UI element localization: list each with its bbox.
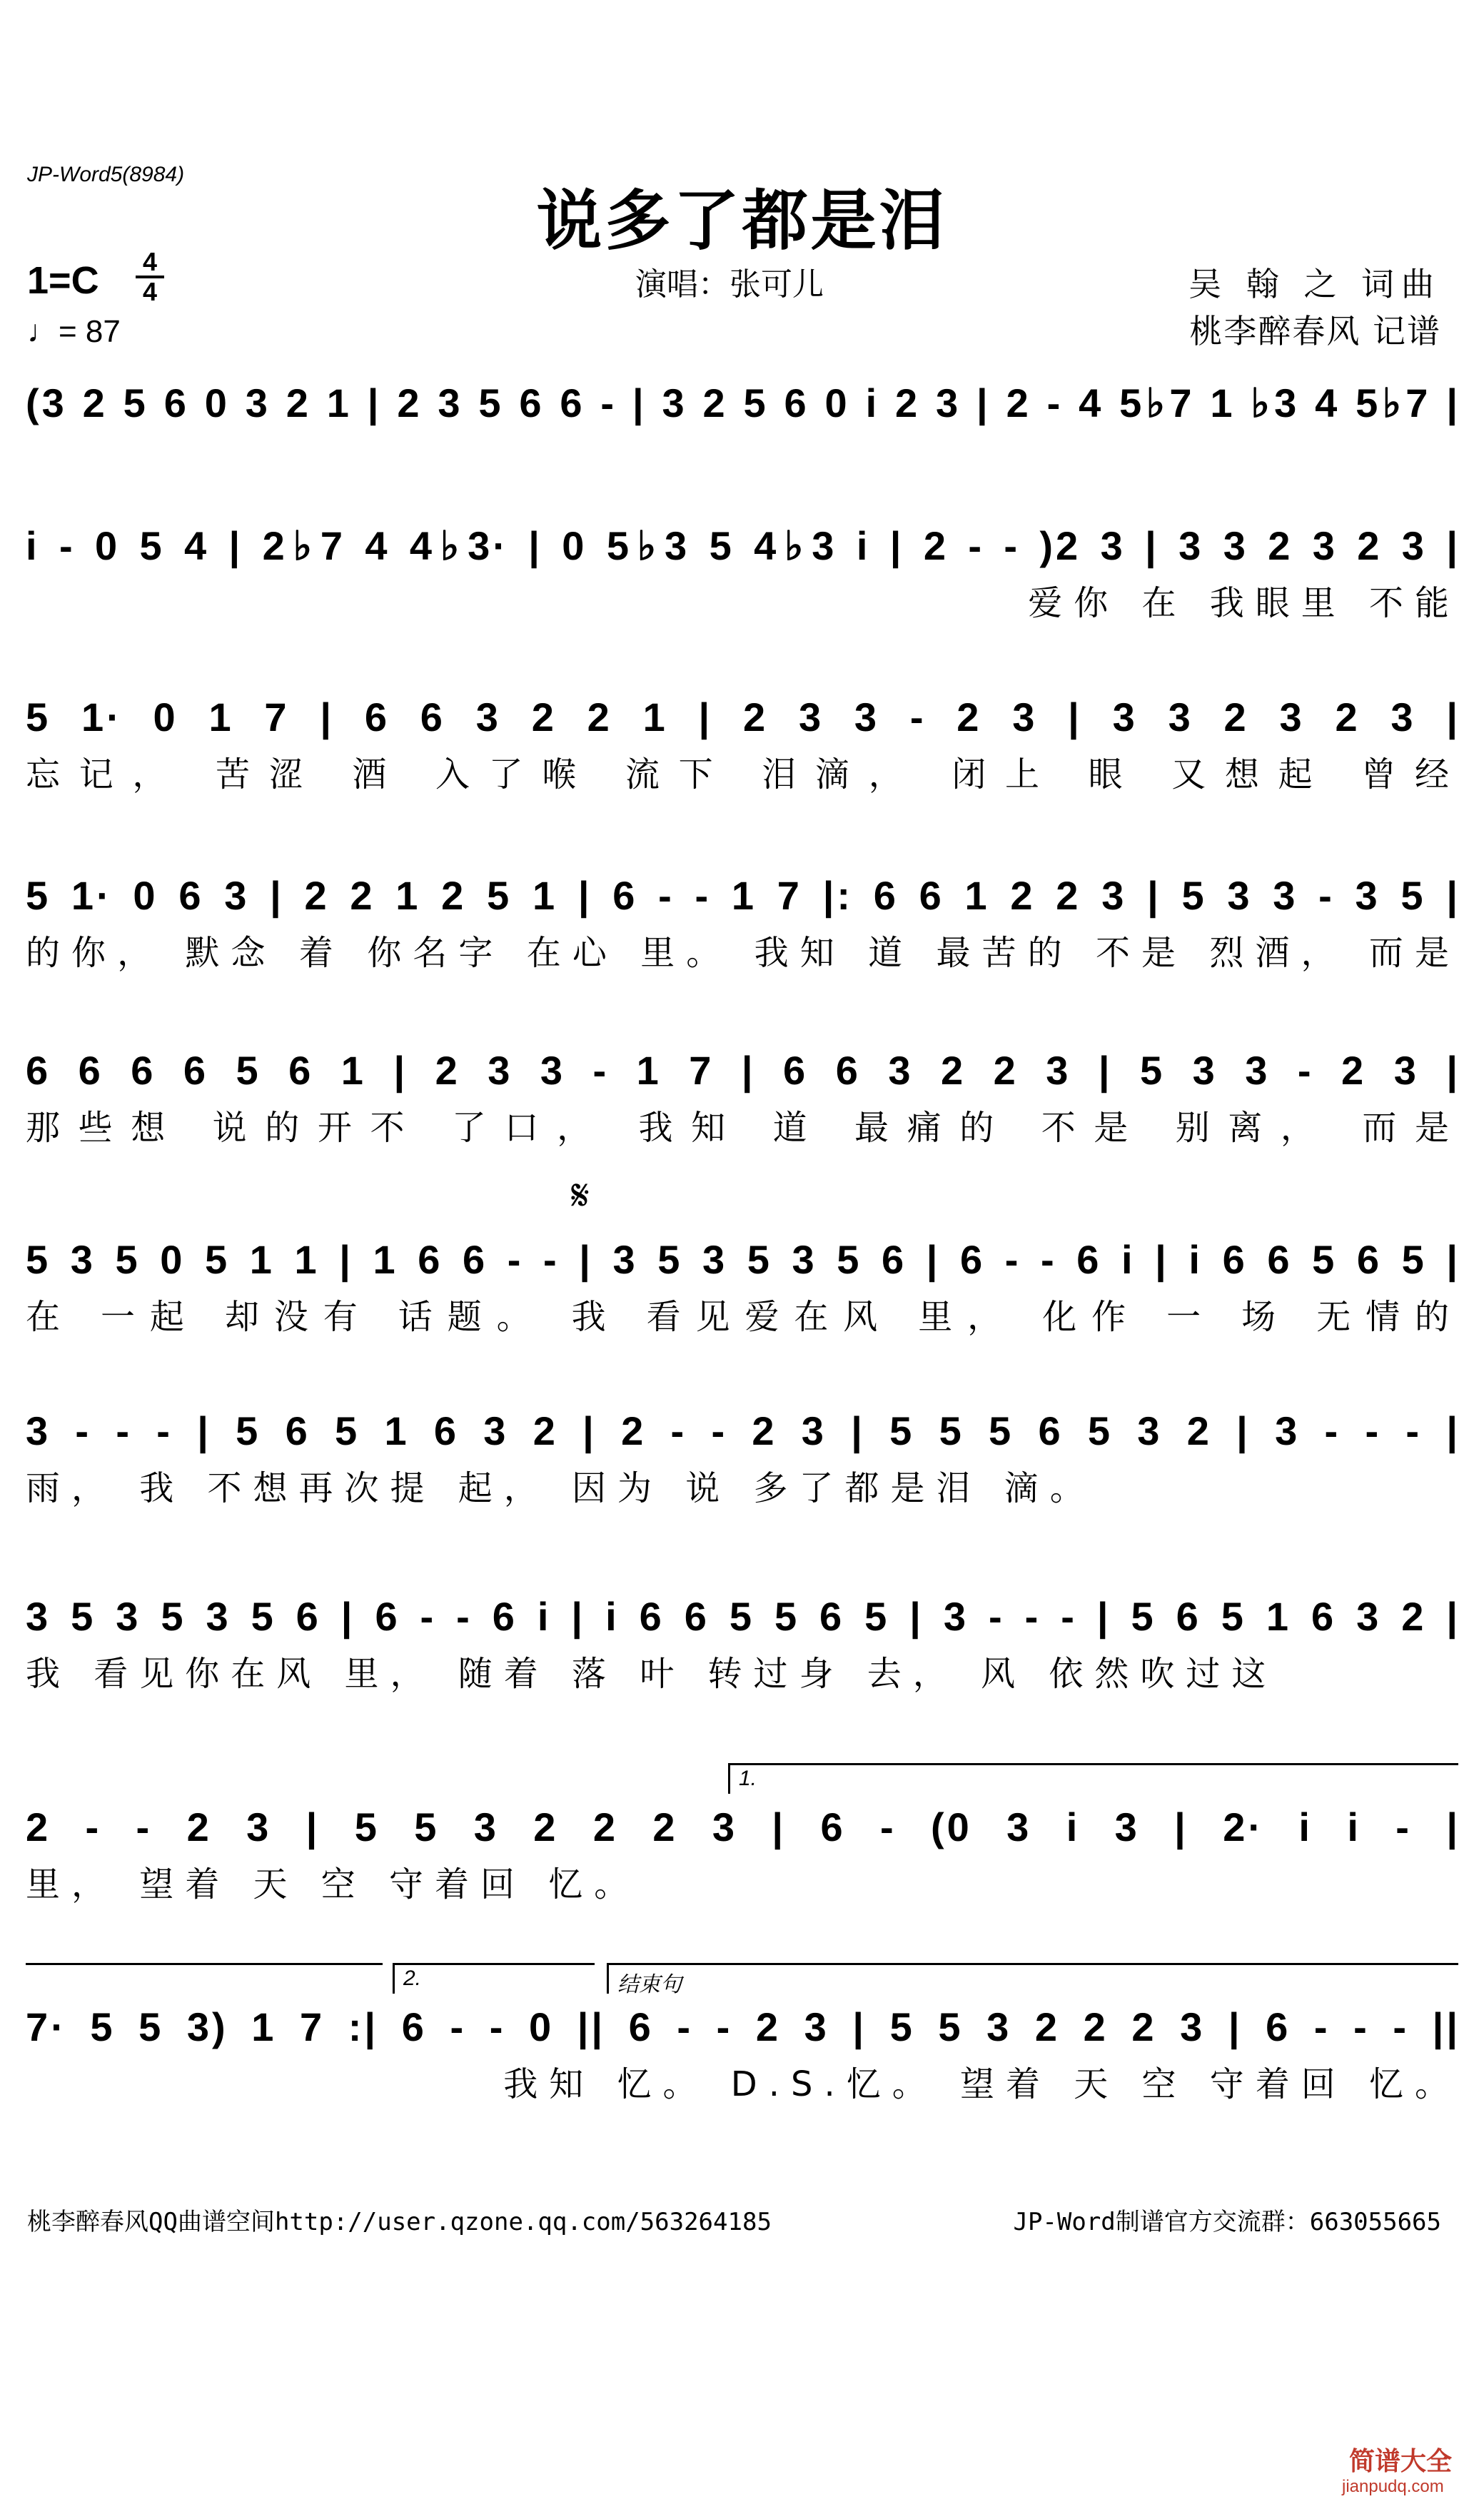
tempo-marking: ♩= 87 bbox=[27, 314, 121, 349]
segno-sign: 𝄋 bbox=[571, 1171, 590, 1221]
footer-group-info: JP-Word制谱官方交流群：663055665 bbox=[1013, 2208, 1441, 2236]
second-ending-label: 2. bbox=[403, 1967, 422, 1990]
notation-line: 6 6 6 6 5 6 1 | 2 3 3 - 1 7 | 6 6 3 2 2 3 | 5 3 3 - 2 3 | bbox=[26, 1048, 1460, 1093]
meter-top: 4 bbox=[142, 247, 158, 276]
score-system-2 bbox=[26, 514, 1460, 628]
ending-phrase-bracket bbox=[607, 1963, 1458, 1994]
key-signature: 1=C bbox=[27, 259, 99, 302]
lyric-line: 我 看见你在风 里， 随着 落 叶 转过身 去， 风 依然吹过这 bbox=[26, 1654, 1278, 1694]
notation-line: 3 5 3 5 3 5 6 | 6 - - 6 i | i 6 6 5 5 6 5 | 3 - - - | 5 6 5 1 6 3 2 | bbox=[26, 1594, 1460, 1639]
lyric-line: 我知 忆。 D.S.忆。 望着 天 空 守着回 忆。 bbox=[503, 2064, 1460, 2104]
lyric-line: 那些想 说的开不 了口， 我知 道 最痛的 不是 别离， 而是 bbox=[26, 1108, 1460, 1148]
score-system-4 bbox=[26, 864, 1460, 978]
software-label: JP-Word5(8984) bbox=[27, 163, 185, 186]
notation-line: (3 2 5 6 0 3 2 1 | 2 3 5 6 6 - | 3 2 5 6 0 i 2 3 | 2 - 4 5♭7 1 ♭3 4 5♭7 | bbox=[26, 380, 1460, 425]
score-system-6 bbox=[26, 1228, 1460, 1342]
song-title: 说多了都是泪 bbox=[536, 182, 948, 259]
second-ending-bracket bbox=[393, 1963, 595, 1994]
notation-line: 5 1· 0 1 7 | 6 6 3 2 2 1 | 2 3 3 - 2 3 | 3 3 2 3 2 3 | bbox=[26, 695, 1460, 739]
meter-bottom: 4 bbox=[142, 277, 158, 306]
score-system-7 bbox=[26, 1399, 1460, 1513]
score-system-9 bbox=[26, 1795, 1460, 1909]
transcriber-credit: 桃李醉春风 记谱 bbox=[1189, 312, 1441, 350]
score-system-1 bbox=[26, 371, 1460, 485]
lyric-line bbox=[26, 435, 1460, 485]
notation-line: 5 1· 0 6 3 | 2 2 1 2 5 1 | 6 - - 1 7 |: 6 6 1 2 2 3 | 5 3 3 - 3 5 | bbox=[26, 873, 1460, 918]
footer-space-link: 桃李醉春风QQ曲谱空间http://user.qzone.qq.com/563264185 bbox=[27, 2208, 772, 2236]
score-system-10 bbox=[26, 1995, 1460, 2109]
first-ending-continuation bbox=[26, 1963, 383, 1994]
lyric-line: 的你， 默念 着 你名字 在心 里。 我知 道 最苦的 不是 烈酒， 而是 bbox=[26, 933, 1460, 973]
lyric-line: 在 一起 却没有 话题。 我 看见爱在风 里， 化作 一 场 无情的 bbox=[26, 1297, 1460, 1337]
notation-line: 7· 5 5 3) 1 7 :| 6 - - 0 || 6 - - 2 3 | 5 5 3 2 2 2 3 | 6 - - - || bbox=[26, 2004, 1460, 2049]
composer-credit: 吴 翰 之 词曲 bbox=[1188, 265, 1441, 303]
notation-line: 3 - - - | 5 6 5 1 6 3 2 | 2 - - 2 3 | 5 5 5 6 5 3 2 | 3 - - - | bbox=[26, 1408, 1460, 1453]
notation-line: 5 3 5 0 5 1 1 | 1 6 6 - - | 3 5 3 5 3 5 6 | 6 - - 6 i | i 6 6 5 6 5 | bbox=[26, 1237, 1460, 1282]
lyric-line: 雨， 我 不想再次提 起， 因为 说 多了都是泪 滴。 bbox=[26, 1468, 1096, 1508]
singer-credit: 演唱：张可儿 bbox=[635, 266, 824, 303]
first-ending-bracket bbox=[728, 1763, 1458, 1794]
lyric-line: 忘记， 苦涩 酒 入了喉 流下 泪滴， 闭上 眼 又想起 曾经 bbox=[26, 754, 1460, 794]
score-system-5 bbox=[26, 1039, 1460, 1153]
ending-phrase-label: 结束句 bbox=[617, 1973, 682, 1996]
score-system-3 bbox=[26, 685, 1460, 799]
first-ending-label: 1. bbox=[739, 1767, 757, 1790]
lyric-line: 里， 望着 天 空 守着回 忆。 bbox=[26, 1864, 640, 1904]
score-system-8 bbox=[26, 1585, 1460, 1699]
watermark-logo: 简谱大全 bbox=[1349, 2447, 1453, 2476]
notation-line: i - 0 5 4 | 2♭7 4 4♭3· | 0 5♭3 5 4♭3 i | 2 - - )2 3 | 3 3 2 3 2 3 | bbox=[26, 523, 1460, 568]
watermark-url: jianpudq.com bbox=[1342, 2477, 1444, 2496]
time-signature bbox=[136, 247, 164, 306]
notation-line: 2 - - 2 3 | 5 5 3 2 2 2 3 | 6 - (0 3 i 3 | 2· i i - | bbox=[26, 1804, 1460, 1849]
lyric-line: 爱你 在 我眼里 不能 bbox=[1028, 583, 1460, 623]
